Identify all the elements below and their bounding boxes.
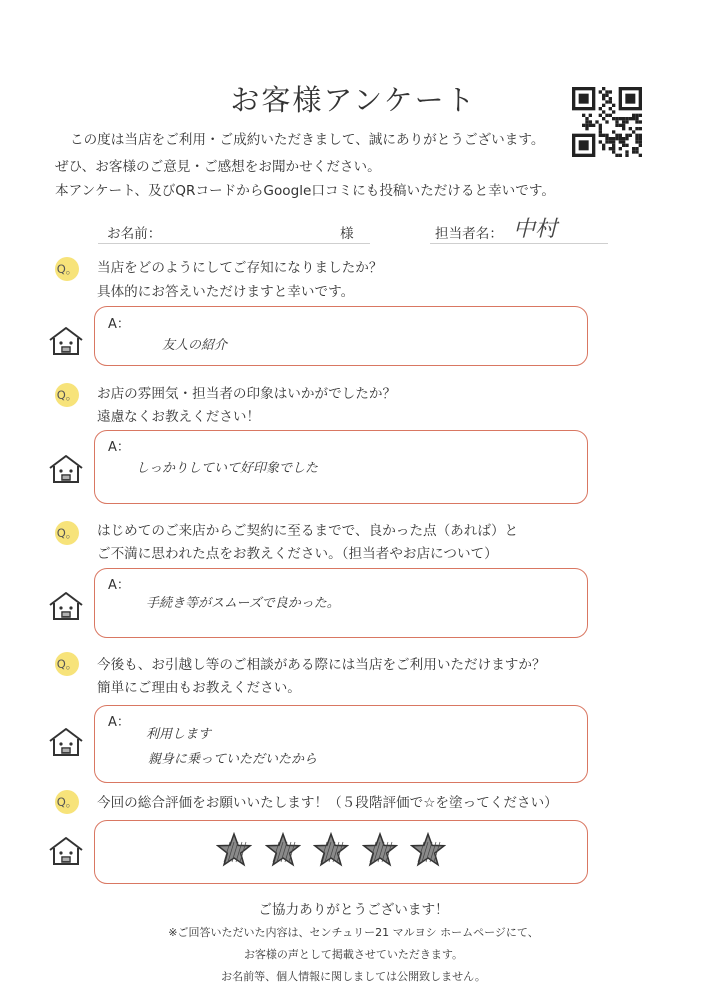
question-2-line-1: お店の雰囲気・担当者の印象はいかがでしたか？ bbox=[97, 386, 397, 402]
footer-note-3: お名前等、個人情報に関しましては公開致しません。 bbox=[221, 970, 486, 983]
page-title: お客様アンケート bbox=[230, 83, 477, 117]
question-badge: Q。 bbox=[55, 652, 79, 676]
answer-label: A： bbox=[108, 715, 130, 730]
staff-field-line[interactable] bbox=[430, 243, 608, 244]
house-face-icon bbox=[46, 324, 86, 358]
intro-line-1: この度は当店をご利用・ご成約いただきまして、誠にありがとうございます。 bbox=[70, 132, 545, 148]
question-4-line-1: 今後も、お引越し等のご相談がある際には当店をご利用いただけますか？ bbox=[97, 657, 546, 673]
question-2-line-2: 遠慮なくお教えください！ bbox=[97, 409, 261, 425]
house-face-icon bbox=[46, 725, 86, 759]
house-face-icon bbox=[46, 834, 86, 868]
name-label: お名前： bbox=[107, 226, 162, 242]
answer-3-text: 手続き等がスムーズで良かった。 bbox=[146, 596, 340, 611]
staff-name-value: 中村 bbox=[513, 217, 558, 242]
footer-note-1: ※ご回答いただいた内容は、センチュリー21 マルヨシ ホームページにて、 bbox=[168, 926, 539, 939]
answer-4-text-2: 親身に乗っていただいたから bbox=[148, 752, 318, 767]
intro-line-2: ぜひ、お客様のご意見・ご感想をお聞かせください。 bbox=[55, 159, 381, 175]
question-badge: Q。 bbox=[55, 790, 79, 814]
honorific-label: 様 bbox=[340, 226, 354, 242]
name-field-line[interactable] bbox=[98, 243, 370, 244]
answer-label: A： bbox=[108, 440, 130, 455]
answer-label: A： bbox=[108, 317, 130, 332]
house-face-icon bbox=[46, 452, 86, 486]
answer-4-text-1: 利用します bbox=[146, 727, 212, 742]
question-5-line-1: 今回の総合評価をお願いいたします！（５段階評価で☆を塗ってください） bbox=[97, 795, 558, 811]
question-3-line-1: はじめてのご来店からご契約に至るまでで、良かった点（あれば）と bbox=[97, 523, 519, 539]
footer-note-2: お客様の声として掲載させていただきます。 bbox=[243, 948, 464, 961]
answer-box-4[interactable] bbox=[94, 705, 588, 783]
answer-2-text: しっかりしていて好印象でした bbox=[136, 461, 319, 476]
question-badge: Q。 bbox=[55, 383, 79, 407]
thanks-message: ご協力ありがとうございます！ bbox=[258, 902, 449, 918]
rating-box[interactable] bbox=[94, 820, 588, 884]
question-badge: Q。 bbox=[55, 257, 79, 281]
question-4-line-2: 簡単にご理由もお教えください。 bbox=[97, 680, 301, 696]
intro-line-3: 本アンケート、及びQRコードからGoogle口コミにも投稿いただけると幸いです。 bbox=[55, 183, 555, 199]
question-3-line-2: ご不満に思われた点をお教えください。（担当者やお店について） bbox=[97, 546, 498, 562]
answer-label: A： bbox=[108, 578, 130, 593]
answer-1-text: 友人の紹介 bbox=[162, 338, 228, 353]
question-badge: Q。 bbox=[55, 521, 79, 545]
staff-label: 担当者名： bbox=[435, 226, 503, 242]
qr-code-icon[interactable] bbox=[572, 86, 642, 158]
question-1-line-2: 具体的にお答えいただけますと幸いです。 bbox=[97, 284, 355, 300]
house-face-icon bbox=[46, 589, 86, 623]
question-1-line-1: 当店をどのようにしてご存知になりましたか？ bbox=[97, 260, 383, 276]
